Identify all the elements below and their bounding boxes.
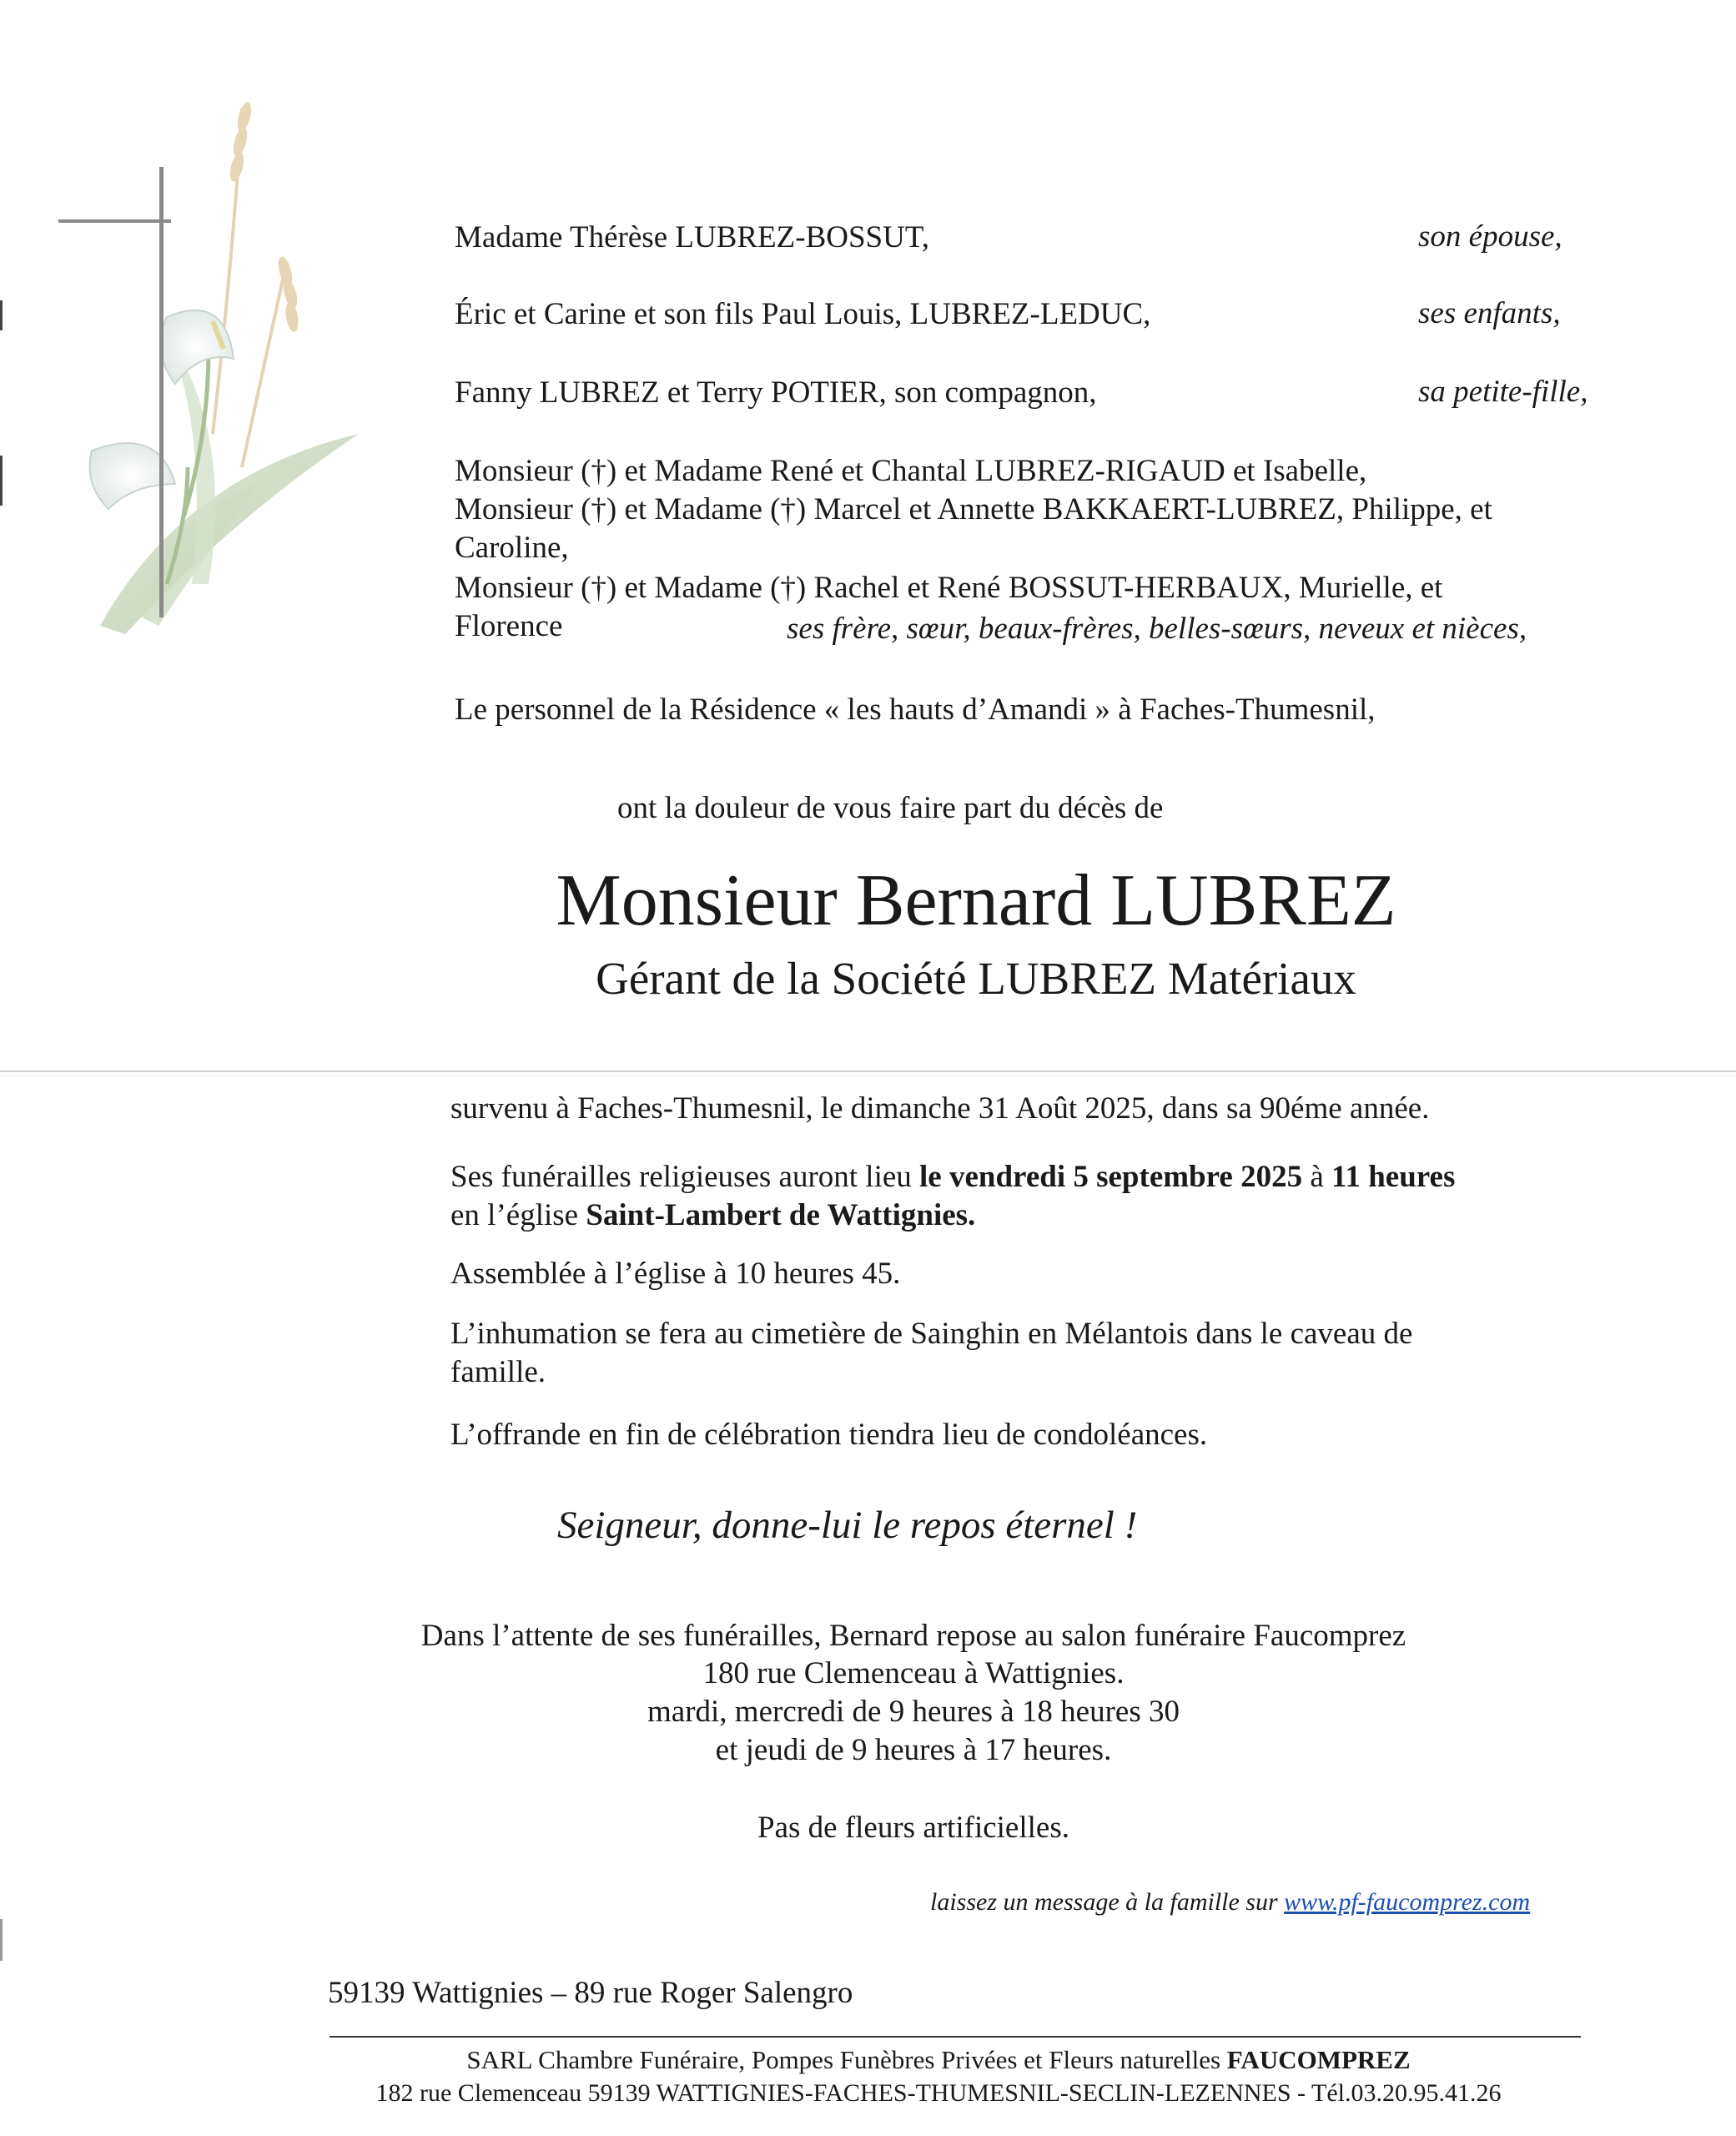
deceased-name: Monsieur Bernard LUBREZ <box>556 860 1396 941</box>
footer-line-2: 182 rue Clemenceau 59139 WATTIGNIES-FACHES-THUMESNIL-SECLIN-LEZENNES - Tél.03.20.95.41.26 <box>375 2079 1502 2107</box>
funeral-time: 11 heures <box>1331 1160 1456 1194</box>
burial-details-l2: famille. <box>450 1355 546 1389</box>
family-block-siblings-l2: Monsieur (†) et Madame (†) Marcel et Annette BAKKAERT-LUBREZ, Philippe, et <box>455 492 1492 526</box>
church-text: en l’église <box>450 1198 586 1232</box>
message-text: laissez un message à la famille sur <box>930 1888 1285 1916</box>
cross-lily-illustration <box>42 83 375 651</box>
family-block-siblings-l1: Monsieur (†) et Madame René et Chantal LUBREZ-RIGAUD et Isabelle, <box>455 454 1367 488</box>
family-block-siblings-l3: Caroline, <box>455 531 569 565</box>
relation-granddaughter: sa petite-fille, <box>1418 375 1588 409</box>
family-block-siblings-l5: Florence <box>455 609 563 643</box>
fold-line <box>0 1071 1736 1072</box>
family-block-siblings-l4: Monsieur (†) et Madame (†) Rachel et René BOSSUT-HERBAUX, Murielle, et <box>455 571 1443 605</box>
funeral-details <box>450 1158 1455 1196</box>
viewing-line-4: et jeudi de 9 heures à 17 heures. <box>715 1733 1112 1767</box>
family-line-granddaughter: Fanny LUBREZ et Terry POTIER, son compagnon, <box>455 375 1097 410</box>
footer-divider <box>330 2036 1581 2038</box>
scan-edge-mark <box>0 456 3 506</box>
viewing-line-1: Dans l’attente de ses funérailles, Bernard repose au salon funéraire Faucomprez <box>420 1619 1406 1653</box>
viewing-line-3: mardi, mercredi de 9 heures à 18 heures 30 <box>647 1695 1180 1729</box>
footer-company: SARL Chambre Funéraire, Pompes Funèbres Privées et Fleurs naturelles <box>466 2045 1227 2074</box>
family-line-staff: Le personnel de la Résidence « les hauts d’Amandi » à Faches-Thumesnil, <box>455 693 1376 727</box>
relation-spouse: son épouse, <box>1418 219 1562 254</box>
relation-children: ses enfants, <box>1418 296 1561 330</box>
footer-line-1 <box>250 2044 1627 2076</box>
church-name: Saint-Lambert de Wattignies. <box>586 1198 976 1232</box>
funeral-date: le vendredi 5 septembre 2025 <box>919 1160 1303 1194</box>
message-line <box>930 1888 1530 1917</box>
family-line-spouse: Madame Thérèse LUBREZ-BOSSUT, <box>455 220 929 254</box>
relation-siblings: ses frère, sœur, beaux-frères, belles-sœurs, neveux et nièces, <box>787 612 1527 646</box>
funeral-connector: à <box>1302 1160 1331 1194</box>
burial-details-l1: L’inhumation se fera au cimetière de Sainghin en Mélantois dans le caveau de <box>450 1317 1413 1351</box>
church-details <box>450 1196 975 1235</box>
no-flowers-note: Pas de fleurs artificielles. <box>757 1811 1069 1845</box>
deceased-title: Gérant de la Société LUBREZ Matériaux <box>596 953 1356 1004</box>
funeral-text: Ses funérailles religieuses auront lieu <box>450 1160 920 1194</box>
scan-edge-mark <box>0 1919 3 1961</box>
footer-brand: FAUCOMPREZ <box>1226 2045 1411 2074</box>
viewing-line-2: 180 rue Clemenceau à Wattignies. <box>702 1656 1125 1690</box>
offering-details: L’offrande en fin de célébration tiendra lieu de condoléances. <box>450 1418 1208 1452</box>
prayer: Seigneur, donne-lui le repos éternel ! <box>557 1504 1138 1547</box>
website-link[interactable]: www.pf-faucomprez.com <box>1284 1888 1531 1916</box>
assembly-details: Assemblée à l’église à 10 heures 45. <box>450 1257 901 1291</box>
office-address: 59139 Wattignies – 89 rue Roger Salengro <box>328 1976 853 2010</box>
death-details: survenu à Faches-Thumesnil, le dimanche 31 Août 2025, dans sa 90éme année. <box>450 1091 1430 1126</box>
family-line-children: Éric et Carine et son fils Paul Louis, LUBREZ-LEDUC, <box>455 297 1151 331</box>
scan-edge-mark <box>0 300 3 330</box>
announcement-text: ont la douleur de vous faire part du décès de <box>617 791 1164 825</box>
